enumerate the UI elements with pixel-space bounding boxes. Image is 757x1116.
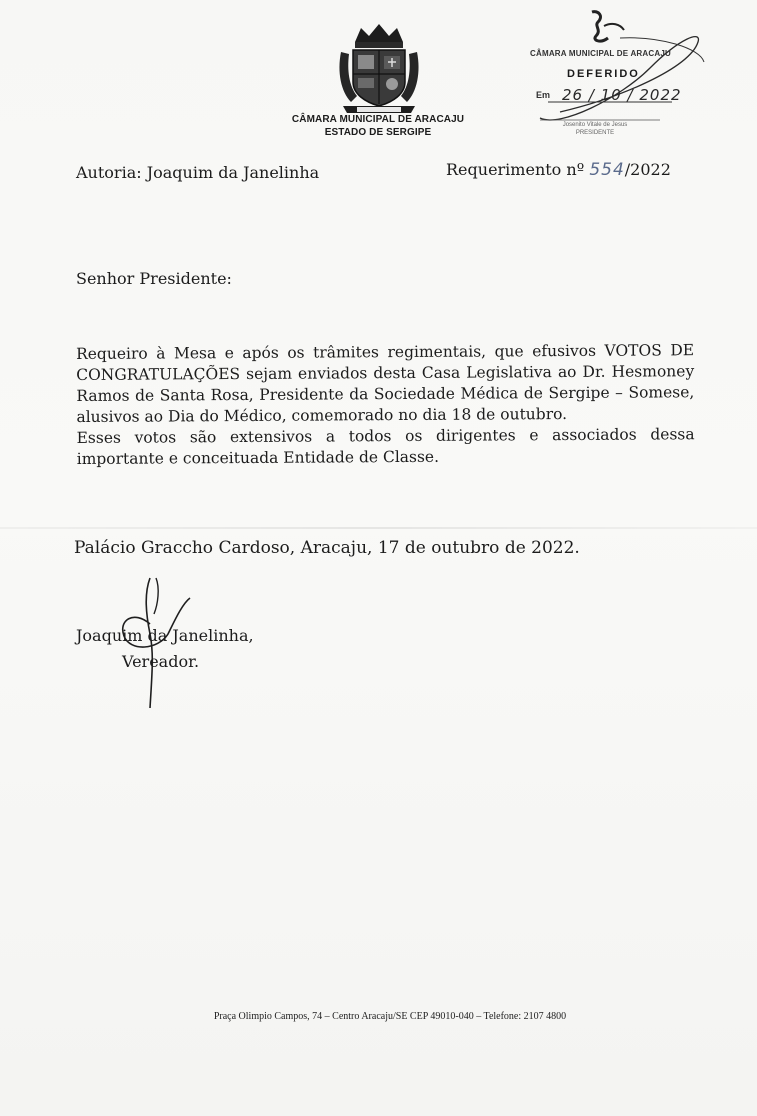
request-number — [446, 160, 671, 180]
stamp-signer-name: Josenito Vitale de Jesus — [562, 122, 628, 128]
request-label: Requerimento nº — [446, 160, 585, 179]
stamp-header: CÂMARA MUNICIPAL DE ARACAJU — [530, 49, 671, 58]
request-number-handwritten: 554 — [589, 160, 625, 180]
footer-address: Praça Olimpio Campos, 74 – Centro Aracaju/SE CEP 49010-040 – Telefone: 2107 4800 — [213, 1011, 567, 1022]
institution-name-line1: CÂMARA MUNICIPAL DE ARACAJU — [291, 114, 465, 125]
author-line: Autoria: Joaquim da Janelinha — [76, 163, 320, 182]
stamp-signer-title: PRESIDENTE — [575, 130, 615, 136]
request-body — [76, 340, 695, 470]
body-paragraph-2: Esses votos são extensivos a todos os dirigentes e associados dessa importante e conceituada Entidade de Classe. — [76, 425, 695, 468]
institution-name-line2: ESTADO DE SERGIPE — [324, 127, 432, 138]
salutation: Senhor Presidente: — [76, 269, 232, 288]
place-and-date: Palácio Graccho Cardoso, Aracaju, 17 de outubro de 2022. — [74, 538, 580, 558]
stamp-date-label: Em — [536, 90, 551, 100]
stamp-date: 26 / 10 / 2022 — [562, 86, 682, 104]
coat-of-arms-logo — [333, 22, 425, 114]
body-paragraph-1: Requeiro à Mesa e após os trâmites regimentais, que efusivos VOTOS DE CONGRATULAÇÕES sejam enviados desta Casa Legislativa ao Dr. Hesmoney Ramos de Santa Rosa, Presidente da Sociedade Médica de Sergipe – Somese, alusivos ao Dia do Médico, comemorado no dia 18 de outubro. — [76, 341, 695, 426]
stamp-status: DEFERIDO — [567, 68, 640, 80]
institution-name — [278, 113, 478, 139]
signer-role: Vereador. — [122, 652, 200, 671]
paper-fold-line — [0, 527, 757, 529]
request-year: /2022 — [624, 160, 671, 179]
signer-name: Joaquim da Janelinha, — [76, 626, 254, 645]
